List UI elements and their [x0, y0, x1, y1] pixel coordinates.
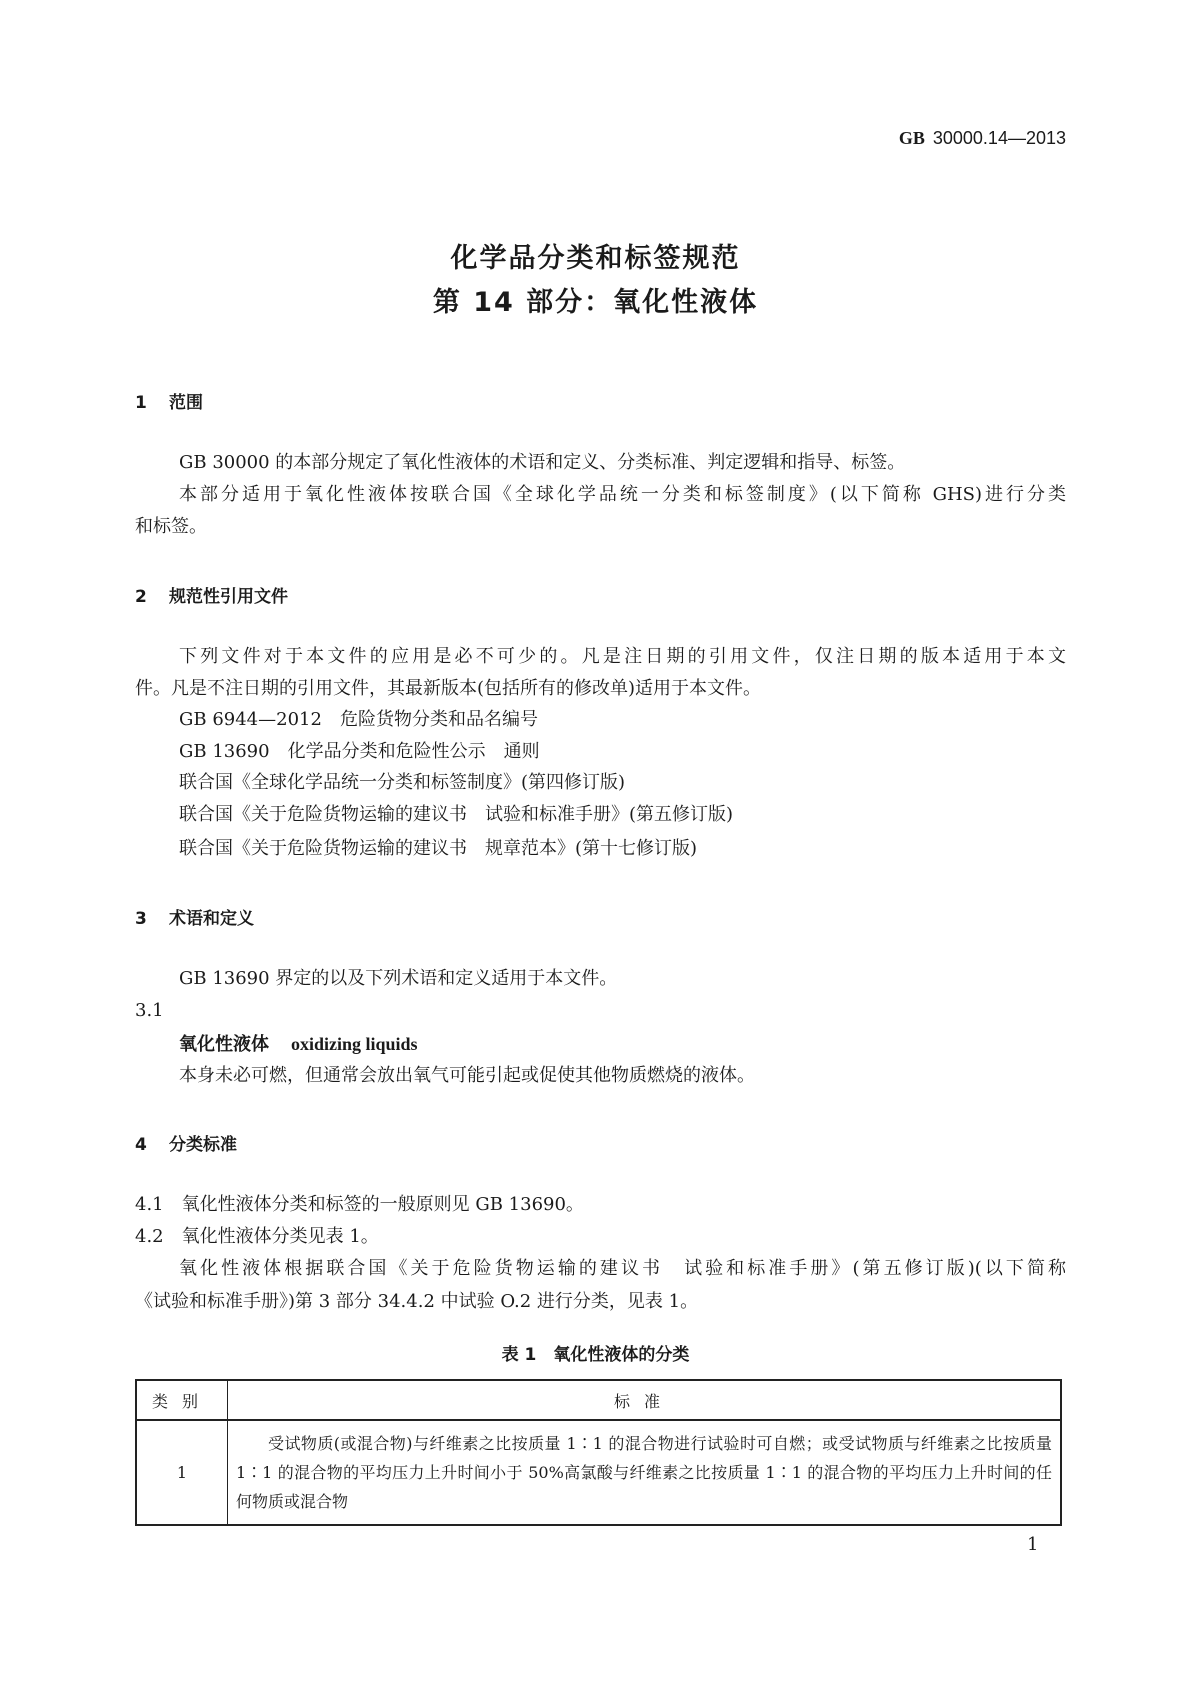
- paragraph: 本部分适用于氧化性液体按联合国《全球化学品统一分类和标签制度》(以下简称 GHS)进行分类: [179, 484, 1066, 505]
- column-header: 类别: [136, 1380, 228, 1420]
- section-2-heading: 2 规范性引用文件: [135, 587, 288, 607]
- reference-item: 联合国《关于危险货物运输的建议书 试验和标准手册》(第五修订版): [179, 804, 734, 825]
- reference-item: 联合国《全球化学品统一分类和标签制度》(第四修订版): [179, 772, 626, 793]
- section-3-heading: 3 术语和定义: [135, 909, 254, 929]
- criteria-cell: 受试物质(或混合物)与纤维素之比按质量 1∶1 的混合物进行试验时可自燃；或受试物质与纤维素之比按质量 1∶1 的混合物的平均压力上升时间小于 50%高氯酸与纤维素之比按质量 1∶1 的混合物的平均压力上升时间的任何物质或混合物: [228, 1420, 1062, 1525]
- column-header: 标准: [228, 1380, 1062, 1420]
- reference-item: GB 6944—2012 危险货物分类和品名编号: [179, 709, 538, 730]
- paragraph: 《试验和标准手册》)第 3 部分 34.4.2 中试验 O.2 进行分类，见表 1。: [135, 1291, 699, 1312]
- reference-item: GB 13690 化学品分类和危险性公示 通则: [179, 741, 540, 762]
- definition: 本身未必可燃，但通常会放出氧气可能引起或促使其他物质燃烧的液体。: [179, 1065, 755, 1086]
- doc-title: 化学品分类和标签规范: [450, 243, 741, 274]
- page-number: 1: [1027, 1534, 1039, 1555]
- paragraph: 下列文件对于本文件的应用是必不可少的。凡是注日期的引用文件，仅注日期的版本适用于本文: [179, 646, 1066, 667]
- category-cell: 1: [136, 1420, 228, 1525]
- standard-code: GB 30000.14—2013: [898, 128, 1066, 148]
- clause-4-1: 4.1 氧化性液体分类和标签的一般原则见 GB 13690。: [135, 1194, 584, 1215]
- table-header-row: [136, 1380, 1061, 1420]
- doc-subtitle: 第 14 部分：氧化性液体: [432, 287, 759, 318]
- paragraph: GB 30000 的本部分规定了氧化性液体的术语和定义、分类标准、判定逻辑和指导、标签。: [179, 452, 906, 473]
- clause-4-2: 4.2 氧化性液体分类见表 1。: [135, 1226, 379, 1247]
- table-row: [136, 1420, 1061, 1525]
- section-1-heading: 1 范围: [135, 393, 203, 413]
- subclause-number: 3.1: [135, 1000, 164, 1021]
- reference-item: 联合国《关于危险货物运输的建议书 规章范本》(第十七修订版): [179, 838, 698, 859]
- section-4-heading: 4 分类标准: [135, 1135, 237, 1155]
- paragraph: 氧化性液体根据联合国《关于危险货物运输的建议书 试验和标准手册》(第五修订版)(以下简称: [179, 1258, 1066, 1279]
- table-caption: 表 1 氧化性液体的分类: [501, 1345, 690, 1365]
- paragraph: GB 13690 界定的以及下列术语和定义适用于本文件。: [179, 968, 618, 989]
- paragraph: 和标签。: [135, 516, 207, 537]
- classification-table: [135, 1379, 1062, 1526]
- term: 氧化性液体 oxidizing liquids: [179, 1034, 418, 1055]
- paragraph: 件。凡是不注日期的引用文件，其最新版本(包括所有的修改单)适用于本文件。: [135, 678, 762, 699]
